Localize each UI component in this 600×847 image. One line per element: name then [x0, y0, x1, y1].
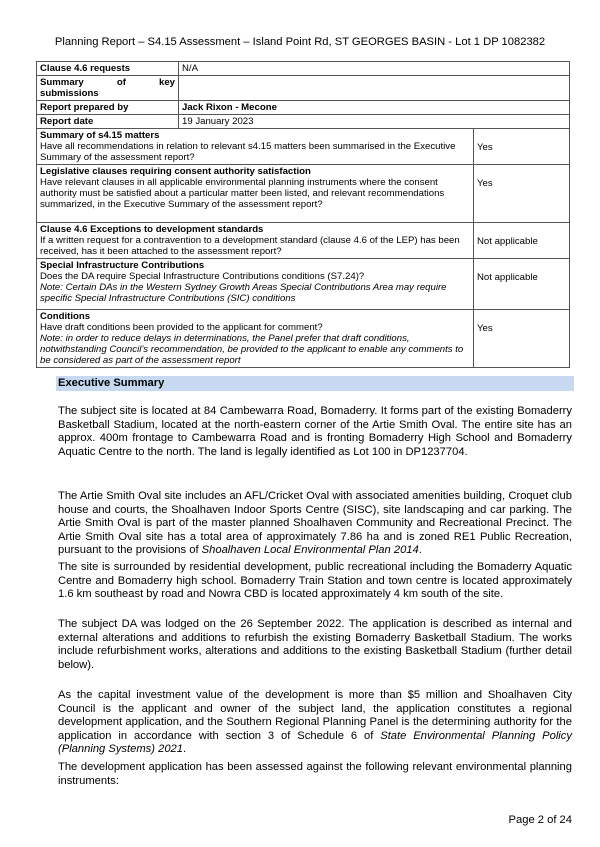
- page-header: Planning Report – S4.15 Assessment – Island Point Rd, ST GEORGES BASIN - Lot 1 DP 1082382: [54, 36, 546, 48]
- clause46-label: Clause 4.6 requests: [37, 62, 179, 76]
- question-cell: [37, 223, 474, 259]
- prepared-by-label: Report prepared by: [37, 101, 179, 115]
- summary-word: submissions: [40, 88, 99, 99]
- question-text: Does the DA require Special Infrastructure Contributions conditions (S7.24)?: [40, 271, 365, 282]
- question-cell: [37, 165, 474, 223]
- paragraph-italic: Shoalhaven Local Environmental Plan 2014: [201, 544, 419, 557]
- paragraph-text: .: [183, 743, 187, 756]
- paragraph-text: As the capital investment value of the development is more than $5 million and Shoalhaven City Council is the applicant and owner of the subject land, the application constitutes a regional development application, and the Southern Regional Planning Panel is the determining authority for the application in accordance with section 3 of Schedule 6 of: [58, 689, 572, 742]
- table-row: [37, 115, 570, 129]
- question-answer: Yes: [474, 310, 570, 368]
- question-heading: Legislative clauses requiring consent authority satisfaction: [40, 166, 311, 177]
- table-row: [37, 259, 570, 310]
- question-text: Have all recommendations in relation to relevant s4.15 matters been summarised in the Executive Summary of the assessment report?: [40, 141, 456, 163]
- exec-paragraph-2: [58, 490, 572, 558]
- paragraph-text: .: [418, 544, 422, 557]
- question-note: Note: Certain DAs in the Western Sydney Growth Areas Special Contributions Area may require specific Special Infrastructure Contributions (SIC) conditions: [40, 282, 447, 304]
- table-row: [37, 62, 570, 76]
- clause46-value: N/A: [179, 62, 570, 76]
- question-heading: Clause 4.6 Exceptions to development standards: [40, 224, 264, 235]
- prepared-by-value: Jack Rixon - Mecone: [179, 101, 570, 115]
- question-cell: [37, 310, 474, 368]
- question-answer: Yes: [474, 165, 570, 223]
- question-answer: Not applicable: [474, 259, 570, 310]
- table-row: [37, 223, 570, 259]
- question-cell: [37, 129, 474, 165]
- table-row: [37, 165, 570, 223]
- table-row: [37, 129, 570, 165]
- summary-submissions-label: [37, 76, 179, 101]
- question-answer: Yes: [474, 129, 570, 165]
- summary-word: key: [158, 77, 175, 88]
- question-heading: Summary of s4.15 matters: [40, 130, 160, 141]
- paragraph-italic: State Environmental Planning Policy (Planning Systems) 2021: [58, 729, 572, 756]
- question-heading: Conditions: [40, 311, 91, 322]
- executive-summary-heading: Executive Summary: [56, 376, 574, 391]
- exec-paragraph-6: The development application has been assessed against the following relevant environmental planning instruments:: [58, 761, 572, 787]
- summary-word: of: [116, 77, 126, 88]
- report-date-value: 19 January 2023: [179, 115, 570, 129]
- paragraph-text: The Artie Smith Oval site includes an AFL/Cricket Oval with associated amenities building, Croquet club house and courts, the Shoalhaven Indoor Sports Centre (SISC), site landscaping and car parking. The Artie Smith Oval is part of the master planned Shoalhaven Community and Recreational Precinct. The Artie Smith Oval site has a total area of approximately 7.86 ha and is zoned RE1 Public Recreation, pursuant to the provisions of: [58, 490, 572, 557]
- question-note: Note: in order to reduce delays in determinations, the Panel prefer that draft conditions, notwithstanding Council’s recommendation, be provided to the applicant to enable any comments to be considered as part of the assessment report: [40, 333, 464, 366]
- exec-paragraph-4: The subject DA was lodged on the 26 September 2022. The application is described as internal and external alterations and additions to refurbish the existing Bomaderry Basketball Stadium. The works include refurbishment works, alterations and additions to the existing Basketball Stadium (further detail below).: [58, 618, 572, 671]
- summary-submissions-value: [179, 76, 570, 101]
- exec-paragraph-3: The site is surrounded by residential development, public recreational including the Bomaderry Aquatic Centre and Bomaderry high school. Bomaderry Train Station and town centre is located approximately 1.6 km southeast by road and Nowra CBD is located approximately 4 km south of the site.: [58, 561, 572, 601]
- exec-paragraph-1: The subject site is located at 84 Cambewarra Road, Bomaderry. It forms part of the existing Bomaderry Basketball Stadium, located at the north-eastern corner of the Artie Smith Oval. The entire site has an approx. 400m frontage to Cambewarra Road and is fronting Bomaderry High School and Bomaderry Aquatic Centre to the north. The land is legally identified as Lot 100 in DP1237704.: [58, 405, 572, 458]
- question-answer: Not applicable: [474, 223, 570, 259]
- report-date-label: Report date: [37, 115, 179, 129]
- question-heading: Special Infrastructure Contributions: [40, 260, 205, 271]
- question-cell: [37, 259, 474, 310]
- report-summary-table: [36, 61, 570, 368]
- table-row: [37, 310, 570, 368]
- summary-word: Summary: [40, 77, 84, 88]
- page-number: Page 2 of 24: [508, 814, 572, 826]
- table-row: [37, 76, 570, 101]
- question-text: If a written request for a contravention to a development standard (clause 4.6 of the LEP) has been received, has it been attached to the assessment report?: [40, 235, 460, 257]
- question-text: Have draft conditions been provided to the applicant for comment?: [40, 322, 323, 333]
- exec-paragraph-5: [58, 689, 572, 757]
- table-row: [37, 101, 570, 115]
- question-text: Have relevant clauses in all applicable environmental planning instruments where the consent authority must be satisfied about a particular matter been listed, and relevant recommendations summarized, in the Executive Summary of the assessment report?: [40, 177, 445, 210]
